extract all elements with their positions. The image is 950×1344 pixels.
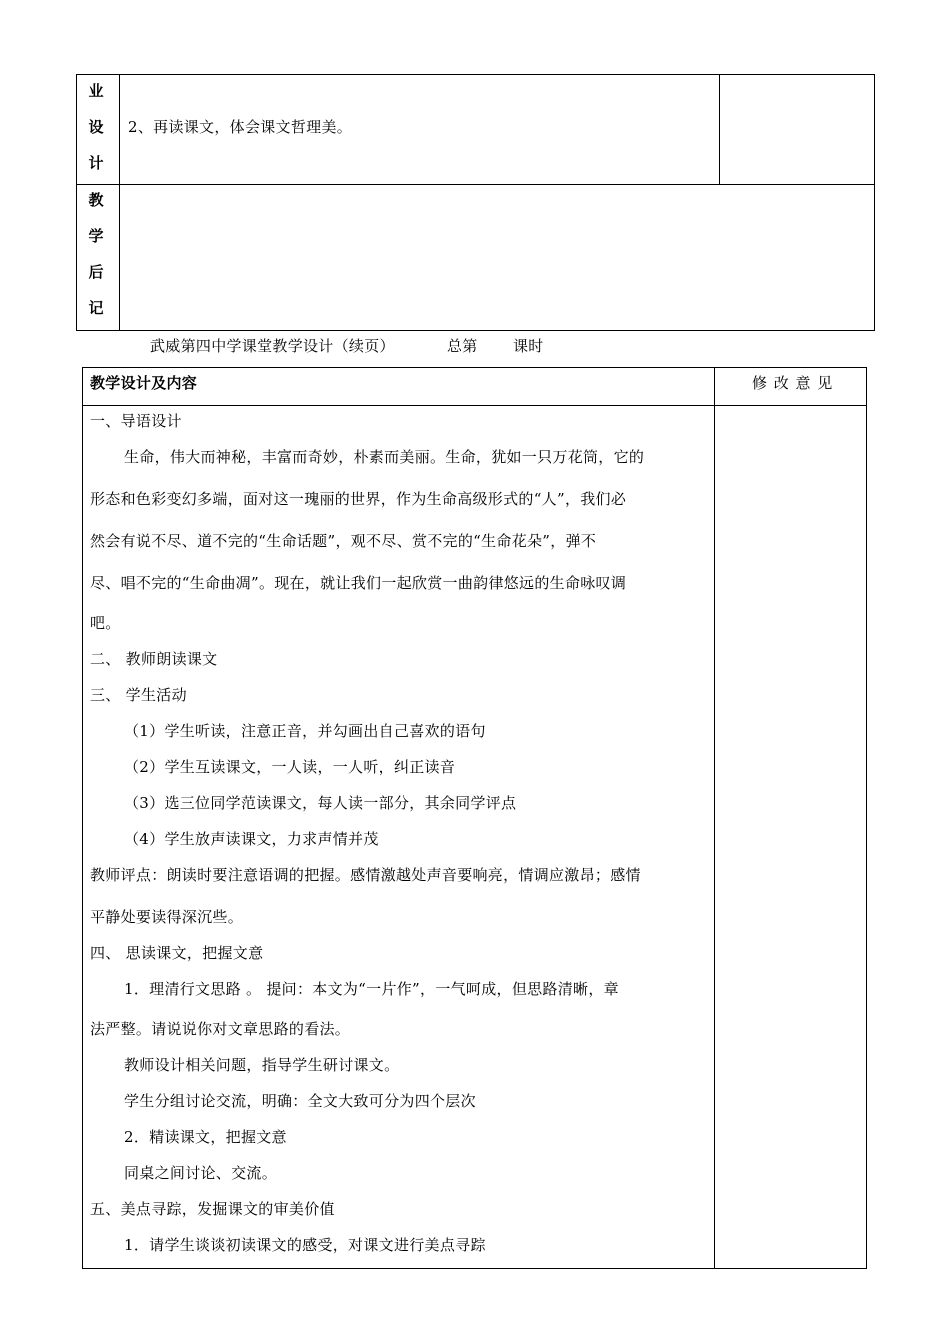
paragraph-line: 尽、唱不完的“生命曲凋”。现在，就让我们一起欣赏一曲韵律悠远的生命咏叹调: [90, 574, 627, 592]
paragraph-line: 吧。: [90, 614, 121, 632]
paragraph-line: 学生分组讨论交流，明确：全文大致可分为四个层次: [124, 1092, 476, 1110]
paragraph-line: 教师评点：朗读时要注意语调的把握。感情激越处声音要响亮，情调应激昂；感情: [90, 866, 641, 884]
list-item: （4）学生放声读课文，力求声情并茂: [124, 830, 379, 848]
header-design-content: 教学设计及内容: [90, 374, 198, 392]
section-heading: 一、导语设计: [90, 412, 182, 430]
paragraph-line: 2．精读课文，把握文意: [124, 1128, 287, 1146]
label-char: 后: [88, 263, 104, 281]
paragraph-line: 1．请学生谈谈初读课文的感受，对课文进行美点寻踪: [124, 1236, 486, 1254]
paragraph-line: 同桌之间讨论、交流。: [124, 1164, 278, 1182]
section-heading: 二、 教师朗读课文: [90, 650, 218, 668]
label-char: 教: [88, 191, 104, 209]
paragraph-line: 平静处要读得深沉些。: [90, 908, 244, 926]
header-revision-notes: 修 改 意 见: [752, 374, 834, 392]
paragraph-line: 教师设计相关问题，指导学生研讨课文。: [124, 1056, 400, 1074]
label-char: 业: [88, 82, 104, 100]
paragraph-line: 1．理清行文思路 。 提问：本文为“一片作”，一气呵成，但思路清晰，章: [124, 980, 619, 998]
label-char: 计: [88, 154, 104, 172]
list-item: （3）选三位同学范读课文，每人读一部分，其余同学评点: [124, 794, 517, 812]
section-heading: 三、 学生活动: [90, 686, 187, 704]
section-heading: 四、 思读课文，把握文意: [90, 944, 264, 962]
label-char: 学: [88, 227, 104, 245]
school-title: 武威第四中学课堂教学设计（续页）: [150, 337, 395, 355]
row-label-teaching-notes: [77, 185, 115, 330]
section-heading: 五、美点寻踪，发掘课文的审美价值: [90, 1200, 335, 1218]
homework-content: 2、再读课文，体会课文哲理美。: [128, 118, 353, 136]
paragraph-line: 法严整。请说说你对文章思路的看法。: [90, 1020, 351, 1038]
label-char: 设: [88, 118, 104, 136]
total-label: 总第: [447, 337, 478, 355]
list-item: （1）学生听读，注意正音，并勾画出自己喜欢的语句: [124, 722, 486, 740]
label-char: 记: [88, 299, 104, 317]
paragraph-line: 然会有说不尽、道不完的“生命话题”，观不尽、赏不完的“生命花朵”，弹不: [90, 532, 597, 550]
paragraph-line: 生命，伟大而神秘，丰富而奇妙，朴素而美丽。生命，犹如一只万花筒，它的: [124, 448, 645, 466]
paragraph-line: 形态和色彩变幻多端，面对这一瑰丽的世界，作为生命高级形式的“人”，我们必: [90, 490, 627, 508]
row-label-homework-design: [77, 74, 115, 184]
list-item: （2）学生互读课文，一人读，一人听，纠正读音: [124, 758, 456, 776]
period-label: 课时: [513, 337, 544, 355]
